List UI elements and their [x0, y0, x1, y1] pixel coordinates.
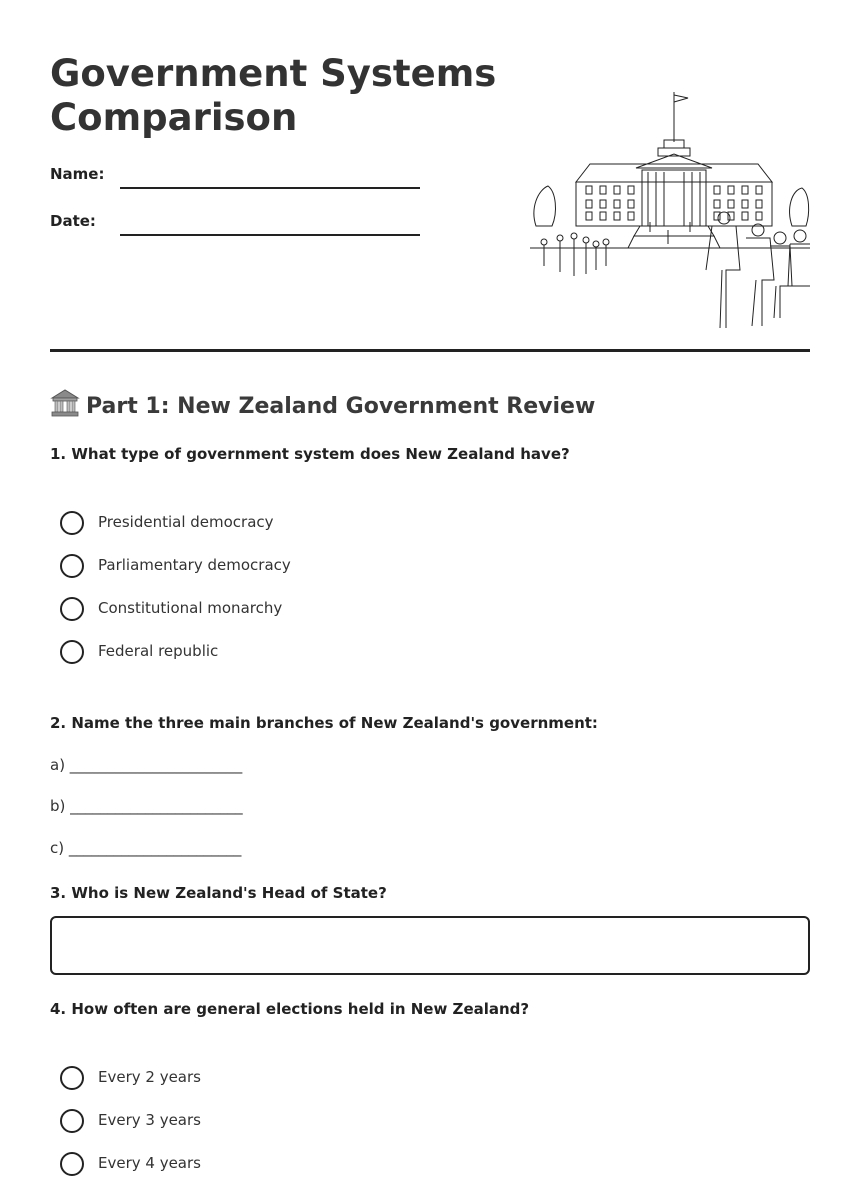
- q3-answer-box[interactable]: [50, 916, 810, 975]
- date-label: Date:: [50, 212, 96, 230]
- part1-heading: [50, 388, 595, 422]
- date-field[interactable]: [120, 234, 420, 236]
- parliament-building-illustration: [530, 90, 810, 330]
- question-2: 2. Name the three main branches of New Zealand's government:: [50, 714, 598, 732]
- q2-blank-a[interactable]: a) _______________________: [50, 756, 243, 774]
- q2-blank-b[interactable]: b) _______________________: [50, 797, 243, 815]
- radio-button[interactable]: [60, 554, 84, 578]
- option-label: Federal republic: [98, 642, 219, 660]
- part1-title: Part 1: New Zealand Government Review: [86, 394, 596, 419]
- radio-button[interactable]: [60, 1109, 84, 1133]
- option-label: Every 3 years: [98, 1111, 201, 1129]
- name-label: Name:: [50, 165, 105, 183]
- name-field[interactable]: [120, 187, 420, 189]
- radio-button[interactable]: [60, 511, 84, 535]
- question-4: 4. How often are general elections held in New Zealand?: [50, 1000, 530, 1018]
- radio-button[interactable]: [60, 597, 84, 621]
- question-1: 1. What type of government system does New Zealand have?: [50, 445, 570, 463]
- section-divider: [50, 349, 810, 352]
- q2-blank-c[interactable]: c) _______________________: [50, 839, 242, 857]
- classical-building-icon: [50, 388, 80, 418]
- radio-button[interactable]: [60, 1152, 84, 1176]
- option-label: Every 4 years: [98, 1154, 201, 1172]
- radio-button[interactable]: [60, 640, 84, 664]
- option-label: Every 2 years: [98, 1068, 201, 1086]
- question-3: 3. Who is New Zealand's Head of State?: [50, 884, 387, 902]
- option-label: Parliamentary democracy: [98, 556, 291, 574]
- worksheet-title: Government Systems Comparison: [50, 52, 497, 139]
- radio-button[interactable]: [60, 1066, 84, 1090]
- option-label: Presidential democracy: [98, 513, 274, 531]
- option-label: Constitutional monarchy: [98, 599, 283, 617]
